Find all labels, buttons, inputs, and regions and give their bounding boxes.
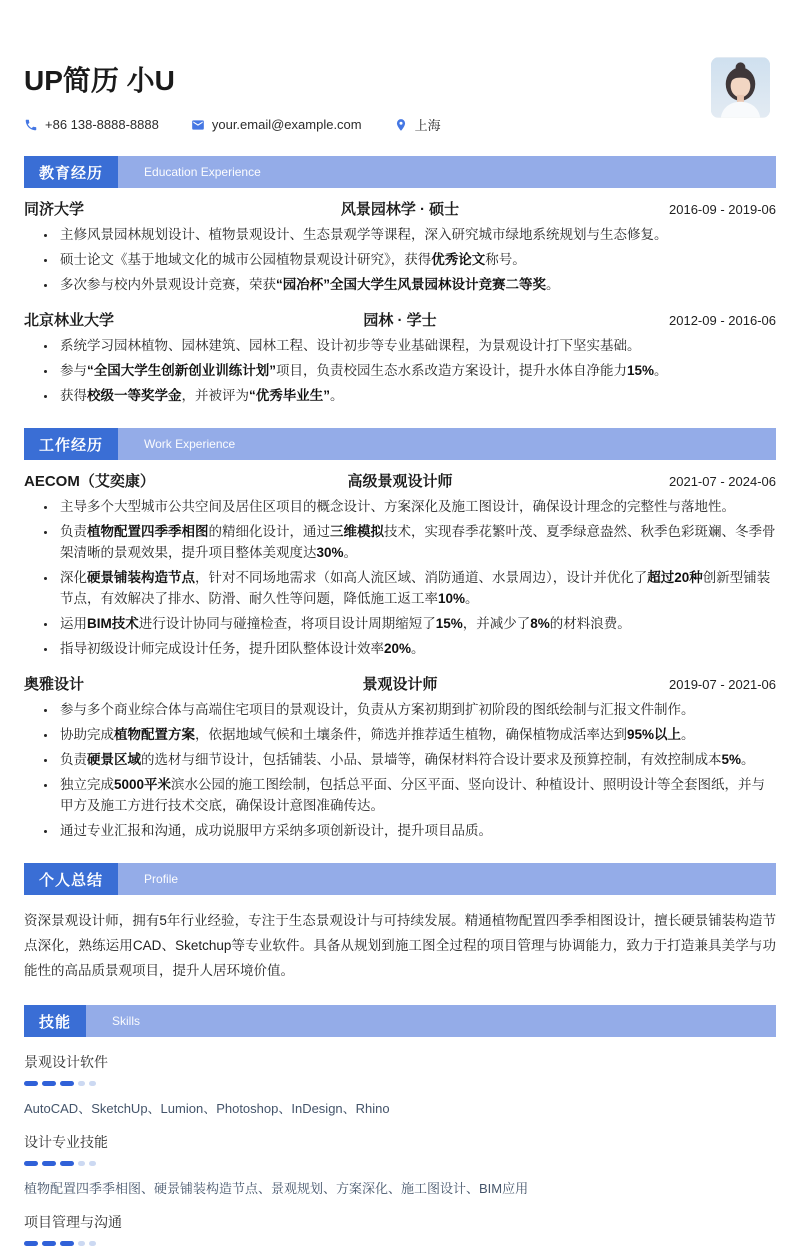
bullet-list bbox=[24, 699, 776, 841]
education-entry bbox=[24, 198, 776, 295]
skills-title-en: Skills bbox=[86, 1005, 776, 1037]
level-dash-filled bbox=[60, 1081, 74, 1086]
level-dash-filled bbox=[24, 1241, 38, 1246]
bullet-item: • 负责植物配置四季季相图的精细化设计，通过三维模拟技术，实现春季花繁叶茂、夏季绿意盎然、秋季色彩斑斓、冬季骨架清晰的景观效果，提升项目整体美观度达30%。 bbox=[57, 521, 776, 563]
profile-section-header bbox=[24, 863, 776, 895]
bullet-item: • 运用BIM技术进行设计协同与碰撞检查，将项目设计周期缩短了15%，并减少了8%的材料浪费。 bbox=[57, 613, 776, 634]
contact-location bbox=[394, 115, 441, 134]
email-icon bbox=[191, 118, 205, 132]
work-title-cn: 工作经历 bbox=[24, 428, 118, 460]
skill-group bbox=[24, 1212, 776, 1246]
skill-level-indicator bbox=[24, 1161, 776, 1166]
level-dash-filled bbox=[42, 1081, 56, 1086]
contact-row bbox=[24, 115, 776, 134]
job-title: 景观设计师 bbox=[362, 676, 438, 693]
skill-name: 景观设计软件 bbox=[24, 1054, 108, 1070]
school-name: 北京林业大学 bbox=[24, 312, 115, 329]
work-title-en: Work Experience bbox=[118, 428, 776, 460]
job-title: 高级景观设计师 bbox=[347, 473, 453, 490]
degree: 风景园林学 · 硕士 bbox=[340, 201, 460, 218]
profile-title-en: Profile bbox=[118, 863, 776, 895]
profile-summary: 资深景观设计师，拥有5年行业经验，专注于生态景观设计与可持续发展。精通植物配置四季季相图设计，擅长硬景铺装构造节点深化，熟练运用CAD、Sketchup等专业软件。具备从规划到施工图全过程的项目管理与协调能力，致力于打造兼具美学与功能性的高品质景观项目，提升人居环境价值。 bbox=[24, 913, 776, 978]
location-text: 上海 bbox=[414, 118, 441, 133]
work-section-header bbox=[24, 428, 776, 460]
entry-header bbox=[24, 673, 776, 694]
level-dash-empty bbox=[89, 1081, 96, 1086]
company-name: 奥雅设计 bbox=[24, 676, 85, 693]
profile-title-cn: 个人总结 bbox=[24, 863, 118, 895]
entry-header bbox=[24, 470, 776, 491]
date-range: 2021-07 - 2024-06 bbox=[669, 474, 776, 489]
level-dash-empty bbox=[78, 1081, 85, 1086]
school-name: 同济大学 bbox=[24, 201, 85, 218]
work-entry bbox=[24, 673, 776, 841]
skill-name: 项目管理与沟通 bbox=[24, 1214, 122, 1230]
bullet-item: • 系统学习园林植物、园林建筑、园林工程、设计初步等专业基础课程，为景观设计打下坚实基础。 bbox=[57, 335, 776, 356]
contact-email bbox=[191, 117, 362, 132]
phone-icon bbox=[24, 118, 38, 132]
level-dash-filled bbox=[60, 1241, 74, 1246]
phone-number: +86 138-8888-8888 bbox=[45, 117, 159, 132]
bullet-item: • 深化硬景铺装构造节点，针对不同场地需求（如高人流区域、消防通道、水景周边），设计并优化了超过20种创新型铺装节点，有效解决了排水、防滑、耐久性等问题，降低施工返工率10%。 bbox=[57, 567, 776, 609]
level-dash-filled bbox=[24, 1161, 38, 1166]
degree: 园林 · 学士 bbox=[363, 312, 437, 329]
bullet-item: • 独立完成5000平米滨水公园的施工图绘制，包括总平面、分区平面、竖向设计、种植设计、照明设计等全套图纸，并与甲方及施工方进行技术交底，确保设计意图准确传达。 bbox=[57, 774, 776, 816]
bullet-list bbox=[24, 335, 776, 406]
level-dash-filled bbox=[24, 1081, 38, 1086]
date-range: 2019-07 - 2021-06 bbox=[669, 677, 776, 692]
skill-level-indicator bbox=[24, 1241, 776, 1246]
bullet-item: • 硕士论文《基于地域文化的城市公园植物景观设计研究》，获得优秀论文称号。 bbox=[57, 249, 776, 270]
date-range: 2016-09 - 2019-06 bbox=[669, 202, 776, 217]
bullet-item: • 主导多个大型城市公共空间及居住区项目的概念设计、方案深化及施工图设计，确保设计理念的完整性与落地性。 bbox=[57, 496, 776, 517]
education-title-cn: 教育经历 bbox=[24, 156, 118, 188]
avatar-illustration bbox=[711, 57, 770, 118]
skill-detail: AutoCAD、SketchUp、Lumion、Photoshop、InDesign、Rhino bbox=[24, 1101, 390, 1116]
skill-group bbox=[24, 1132, 776, 1197]
location-pin-icon bbox=[394, 118, 408, 132]
bullet-item: • 协助完成植物配置方案，依据地域气候和土壤条件，筛选并推荐适生植物，确保植物成活率达到95%以上。 bbox=[57, 724, 776, 745]
education-section-header bbox=[24, 156, 776, 188]
bullet-item: • 通过专业汇报和沟通，成功说服甲方采纳多项创新设计，提升项目品质。 bbox=[57, 820, 776, 841]
bullet-list bbox=[24, 224, 776, 295]
email-address: your.email@example.com bbox=[211, 117, 362, 132]
skills-title-cn: 技能 bbox=[24, 1005, 86, 1037]
level-dash-filled bbox=[42, 1241, 56, 1246]
level-dash-empty bbox=[78, 1241, 85, 1246]
skills-section-header bbox=[24, 1005, 776, 1037]
section-profile bbox=[24, 863, 776, 983]
section-education bbox=[24, 156, 776, 406]
level-dash-empty bbox=[78, 1161, 85, 1166]
education-title-en: Education Experience bbox=[118, 156, 776, 188]
level-dash-filled bbox=[60, 1161, 74, 1166]
company-name: AECOM（艾奕康） bbox=[24, 473, 155, 490]
bullet-item: • 参与多个商业综合体与高端住宅项目的景观设计，负责从方案初期到扩初阶段的图纸绘制与汇报文件制作。 bbox=[57, 699, 776, 720]
section-skills bbox=[24, 1005, 776, 1246]
entry-header bbox=[24, 309, 776, 330]
bullet-item: • 主修风景园林规划设计、植物景观设计、生态景观学等课程，深入研究城市绿地系统规划与生态修复。 bbox=[57, 224, 776, 245]
bullet-item: • 参与“全国大学生创新创业训练计划”项目，负责校园生态水系改造方案设计，提升水体自净能力15%。 bbox=[57, 360, 776, 381]
bullet-item: • 多次参与校内外景观设计竞赛，荣获“园冶杯”全国大学生风景园林设计竞赛二等奖。 bbox=[57, 274, 776, 295]
skill-group bbox=[24, 1052, 776, 1117]
level-dash-empty bbox=[89, 1161, 96, 1166]
date-range: 2012-09 - 2016-06 bbox=[669, 313, 776, 328]
skill-name: 设计专业技能 bbox=[24, 1134, 108, 1150]
contact-phone bbox=[24, 117, 159, 132]
entry-header bbox=[24, 198, 776, 219]
avatar bbox=[711, 57, 770, 118]
bullet-item: • 负责硬景区域的选材与细节设计，包括铺装、小品、景墙等，确保材料符合设计要求及预算控制，有效控制成本5%。 bbox=[57, 749, 776, 770]
bullet-list bbox=[24, 496, 776, 659]
skill-detail: 植物配置四季季相图、硬景铺装构造节点、景观规划、方案深化、施工图设计、BIM应用 bbox=[24, 1181, 529, 1196]
level-dash-filled bbox=[42, 1161, 56, 1166]
work-entry bbox=[24, 470, 776, 659]
education-entry bbox=[24, 309, 776, 406]
bullet-item: • 获得校级一等奖学金，并被评为“优秀毕业生”。 bbox=[57, 385, 776, 406]
bullet-item: • 指导初级设计师完成设计任务，提升团队整体设计效率20%。 bbox=[57, 638, 776, 659]
level-dash-empty bbox=[89, 1241, 96, 1246]
section-work bbox=[24, 428, 776, 841]
page-title: UP简历 小U bbox=[24, 65, 175, 96]
skill-level-indicator bbox=[24, 1081, 776, 1086]
